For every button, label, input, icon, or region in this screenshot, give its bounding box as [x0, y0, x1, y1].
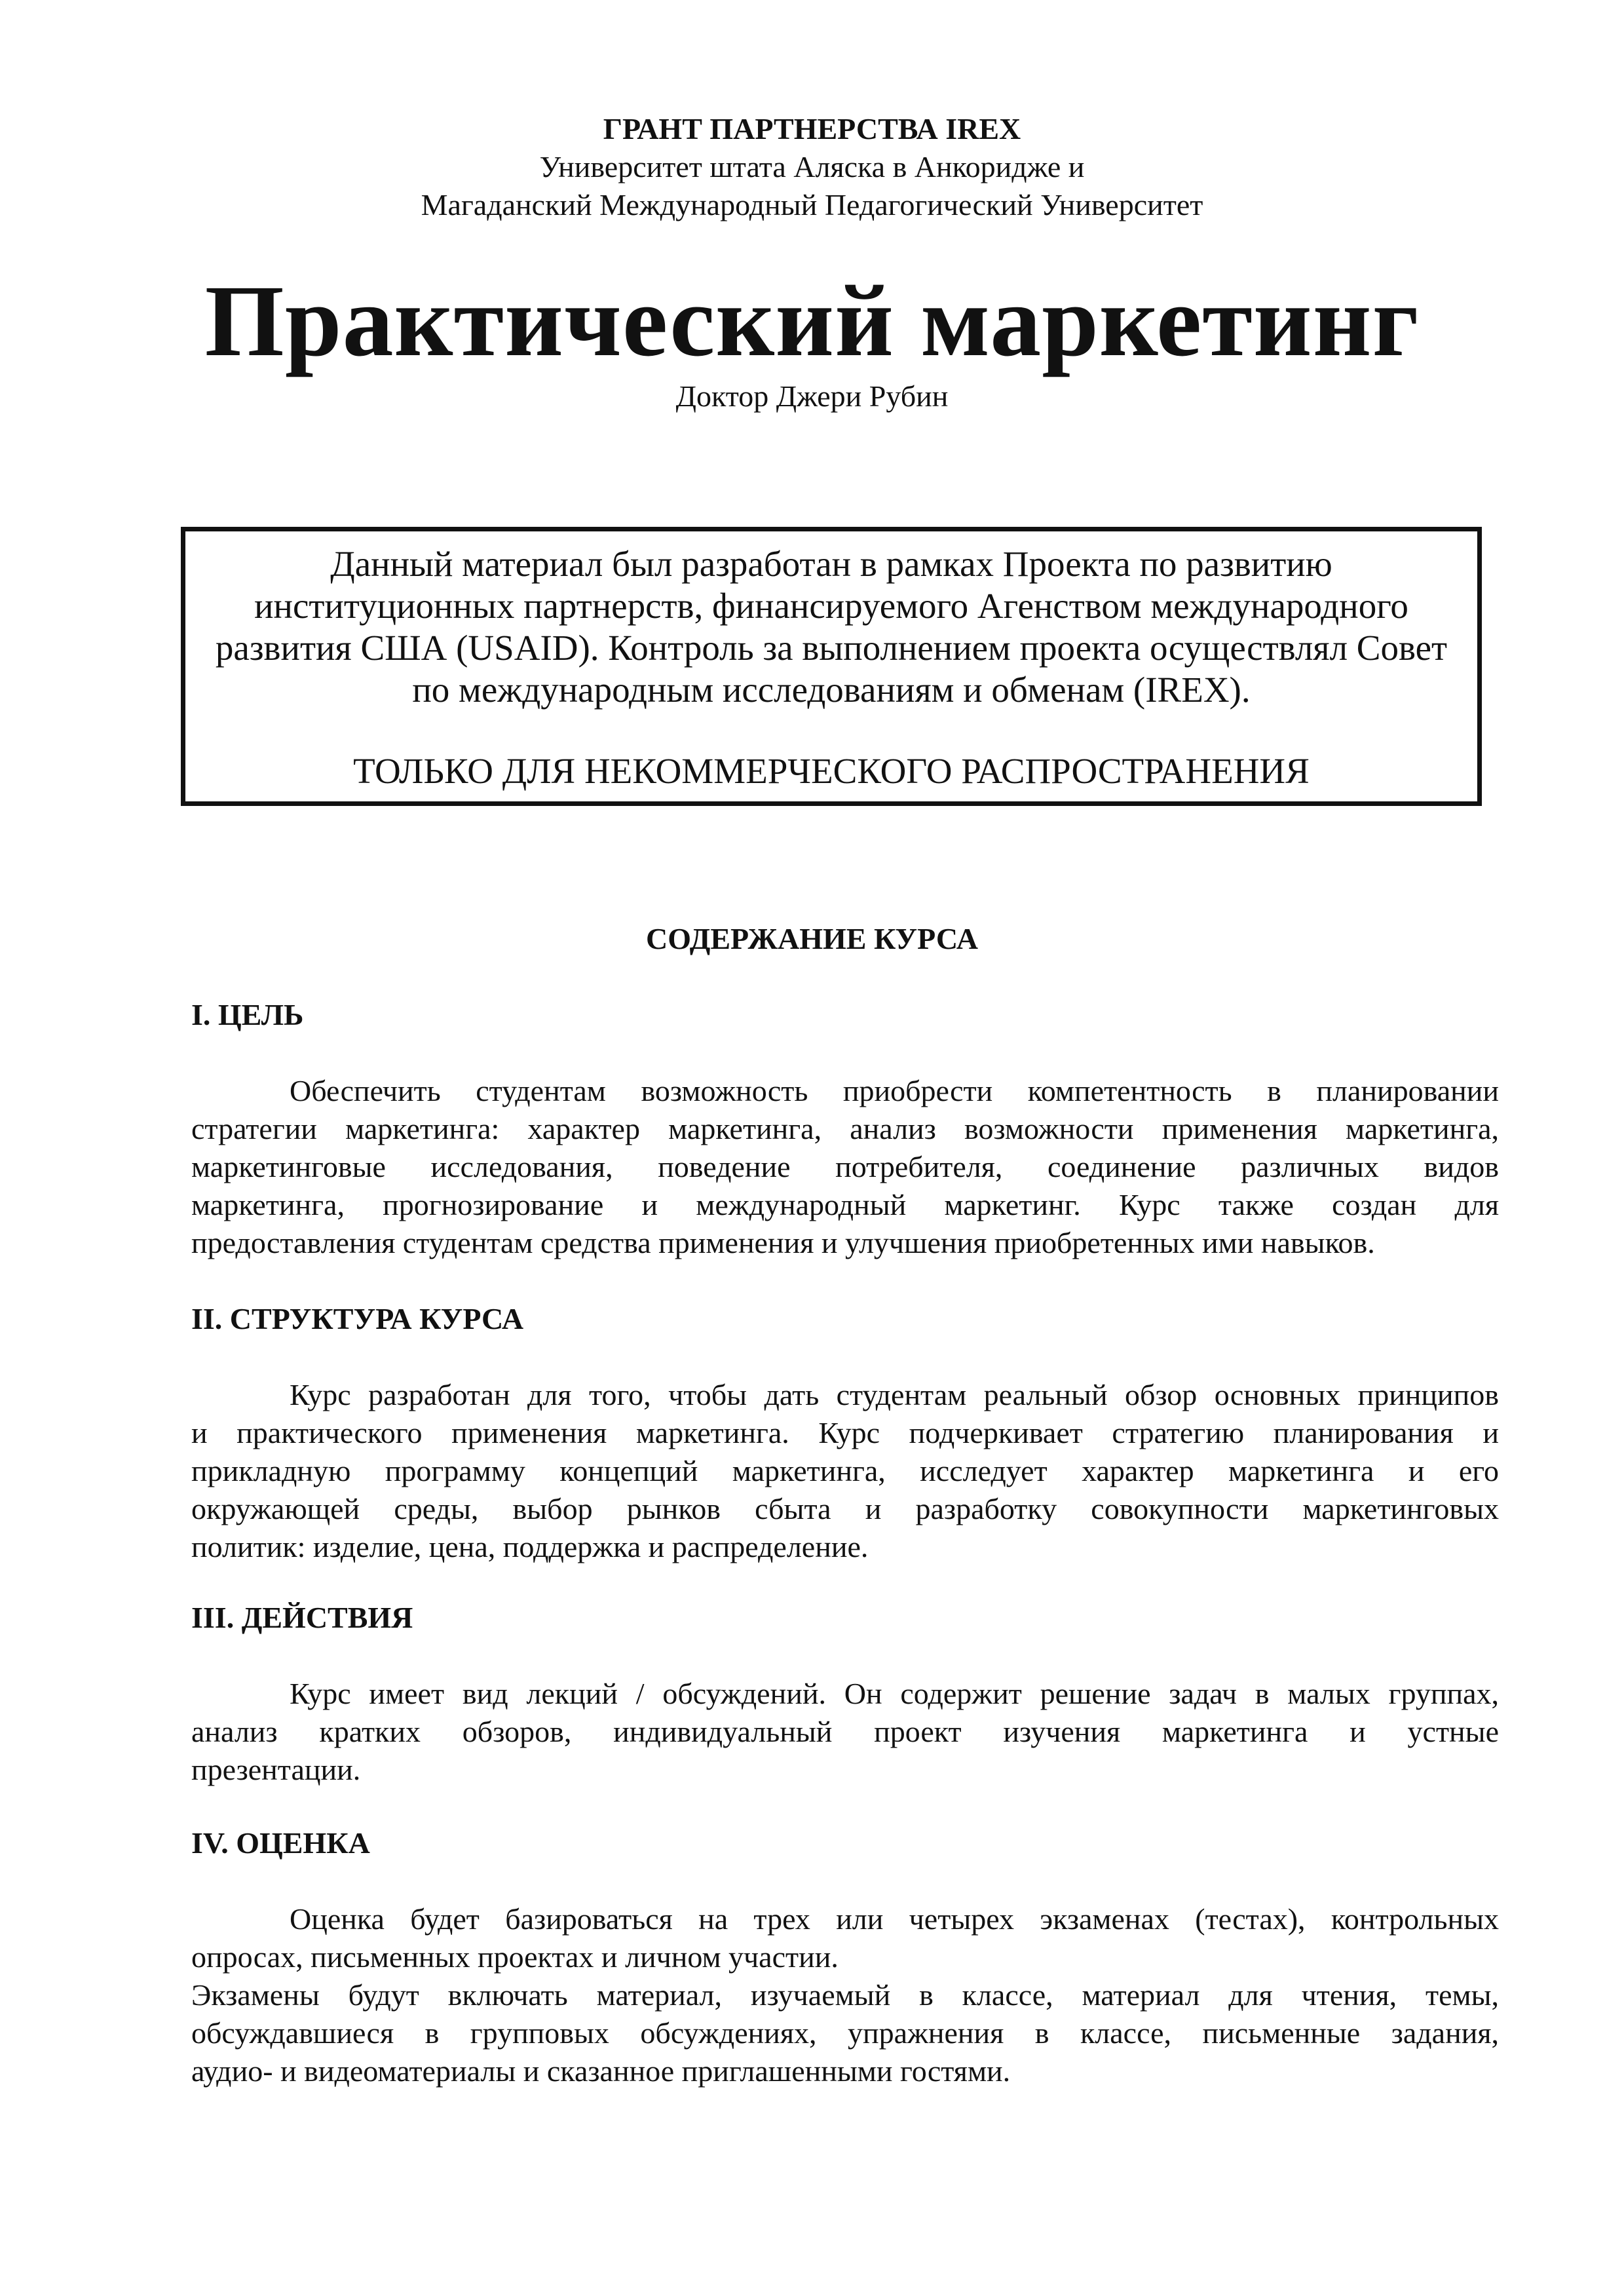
paragraph-line: Экзамены будут включать материал, изучаемый в классе, материал для чтения, темы,: [191, 1978, 1499, 2012]
section-assessment-text: [191, 1900, 1499, 2090]
notice-line: развития США (USAID). Контроль за выполнением проекта осуществлял Совет: [215, 628, 1448, 668]
paragraph-line: Обеспечить студентам возможность приобрести компетентность в планировании: [290, 1074, 1499, 1107]
paragraph-line: и практического применения маркетинга. Курс подчеркивает стратегию планирования и: [191, 1416, 1499, 1449]
section-activities-text: [191, 1675, 1499, 1789]
section-heading-assessment: IV. ОЦЕНКА: [191, 1826, 370, 1860]
section-heading-goal: I. ЦЕЛЬ: [191, 998, 304, 1031]
funding-notice-text: [185, 543, 1477, 711]
paragraph-line: предоставления студентам средства применения и улучшения приобретенных ими навыков.: [191, 1226, 1375, 1259]
paragraph-line: Оценка будет базироваться на трех или четырех экзаменах (тестах), контрольных: [290, 1902, 1499, 1936]
paragraph-line: обсуждавшиеся в групповых обсуждениях, упражнения в классе, письменные задания,: [191, 2016, 1499, 2050]
notice-line: Данный материал был разработан в рамках Проекта по развитию: [330, 544, 1332, 584]
non-commercial-notice: ТОЛЬКО ДЛЯ НЕКОММЕРЧЕСКОГО РАСПРОСТРАНЕНИЯ: [353, 751, 1310, 791]
university-line-1: Университет штата Аляска в Анкоридже и: [539, 150, 1085, 183]
paragraph-line: стратегии маркетинга: характер маркетинга, анализ возможности применения маркетинга,: [191, 1112, 1499, 1145]
paragraph-line: опросах, письменных проектах и личном участии.: [191, 1940, 839, 1974]
author-name: Доктор Джери Рубин: [675, 379, 949, 413]
paragraph-line: окружающей среды, выбор рынков сбыта и разработку совокупности маркетинговых: [191, 1492, 1499, 1525]
section-heading-structure: II. СТРУКТУРА КУРСА: [191, 1302, 524, 1335]
section-structure-text: [191, 1376, 1499, 1566]
paragraph-line: Курс разработан для того, чтобы дать студентам реальный обзор основных принципов: [290, 1378, 1499, 1411]
notice-line: институционных партнерств, финансируемого Агенством международного: [254, 586, 1408, 626]
grant-title: ГРАНТ ПАРТНЕРСТВА IREX: [603, 112, 1021, 145]
paragraph-line: политик: изделие, цена, поддержка и распределение.: [191, 1530, 869, 1563]
funding-notice-box: [181, 527, 1482, 806]
course-content-heading: СОДЕРЖАНИЕ КУРСА: [646, 922, 978, 955]
paragraph-line: Курс имеет вид лекций / обсуждений. Он содержит решение задач в малых группах,: [290, 1677, 1499, 1710]
paragraph-line: аудио- и видеоматериалы и сказанное приглашенными гостями.: [191, 2054, 1011, 2088]
university-line-2: Магаданский Международный Педагогический Университет: [421, 188, 1203, 221]
paragraph-line: маркетинговые исследования, поведение потребителя, соединение различных видов: [191, 1150, 1499, 1183]
paragraph-line: маркетинга, прогнозирование и международный маркетинг. Курс также создан для: [191, 1188, 1499, 1221]
notice-line: по международным исследованиям и обменам (IREX).: [412, 670, 1251, 710]
paragraph-line: анализ кратких обзоров, индивидуальный проект изучения маркетинга и устные: [191, 1715, 1499, 1748]
document-title: Практический маркетинг: [204, 264, 1420, 377]
paragraph-line: презентации.: [191, 1753, 361, 1786]
paragraph-line: прикладную программу концепций маркетинга, исследует характер маркетинга и его: [191, 1454, 1499, 1487]
section-goal-text: [191, 1072, 1499, 1262]
section-heading-activities: III. ДЕЙСТВИЯ: [191, 1601, 413, 1634]
